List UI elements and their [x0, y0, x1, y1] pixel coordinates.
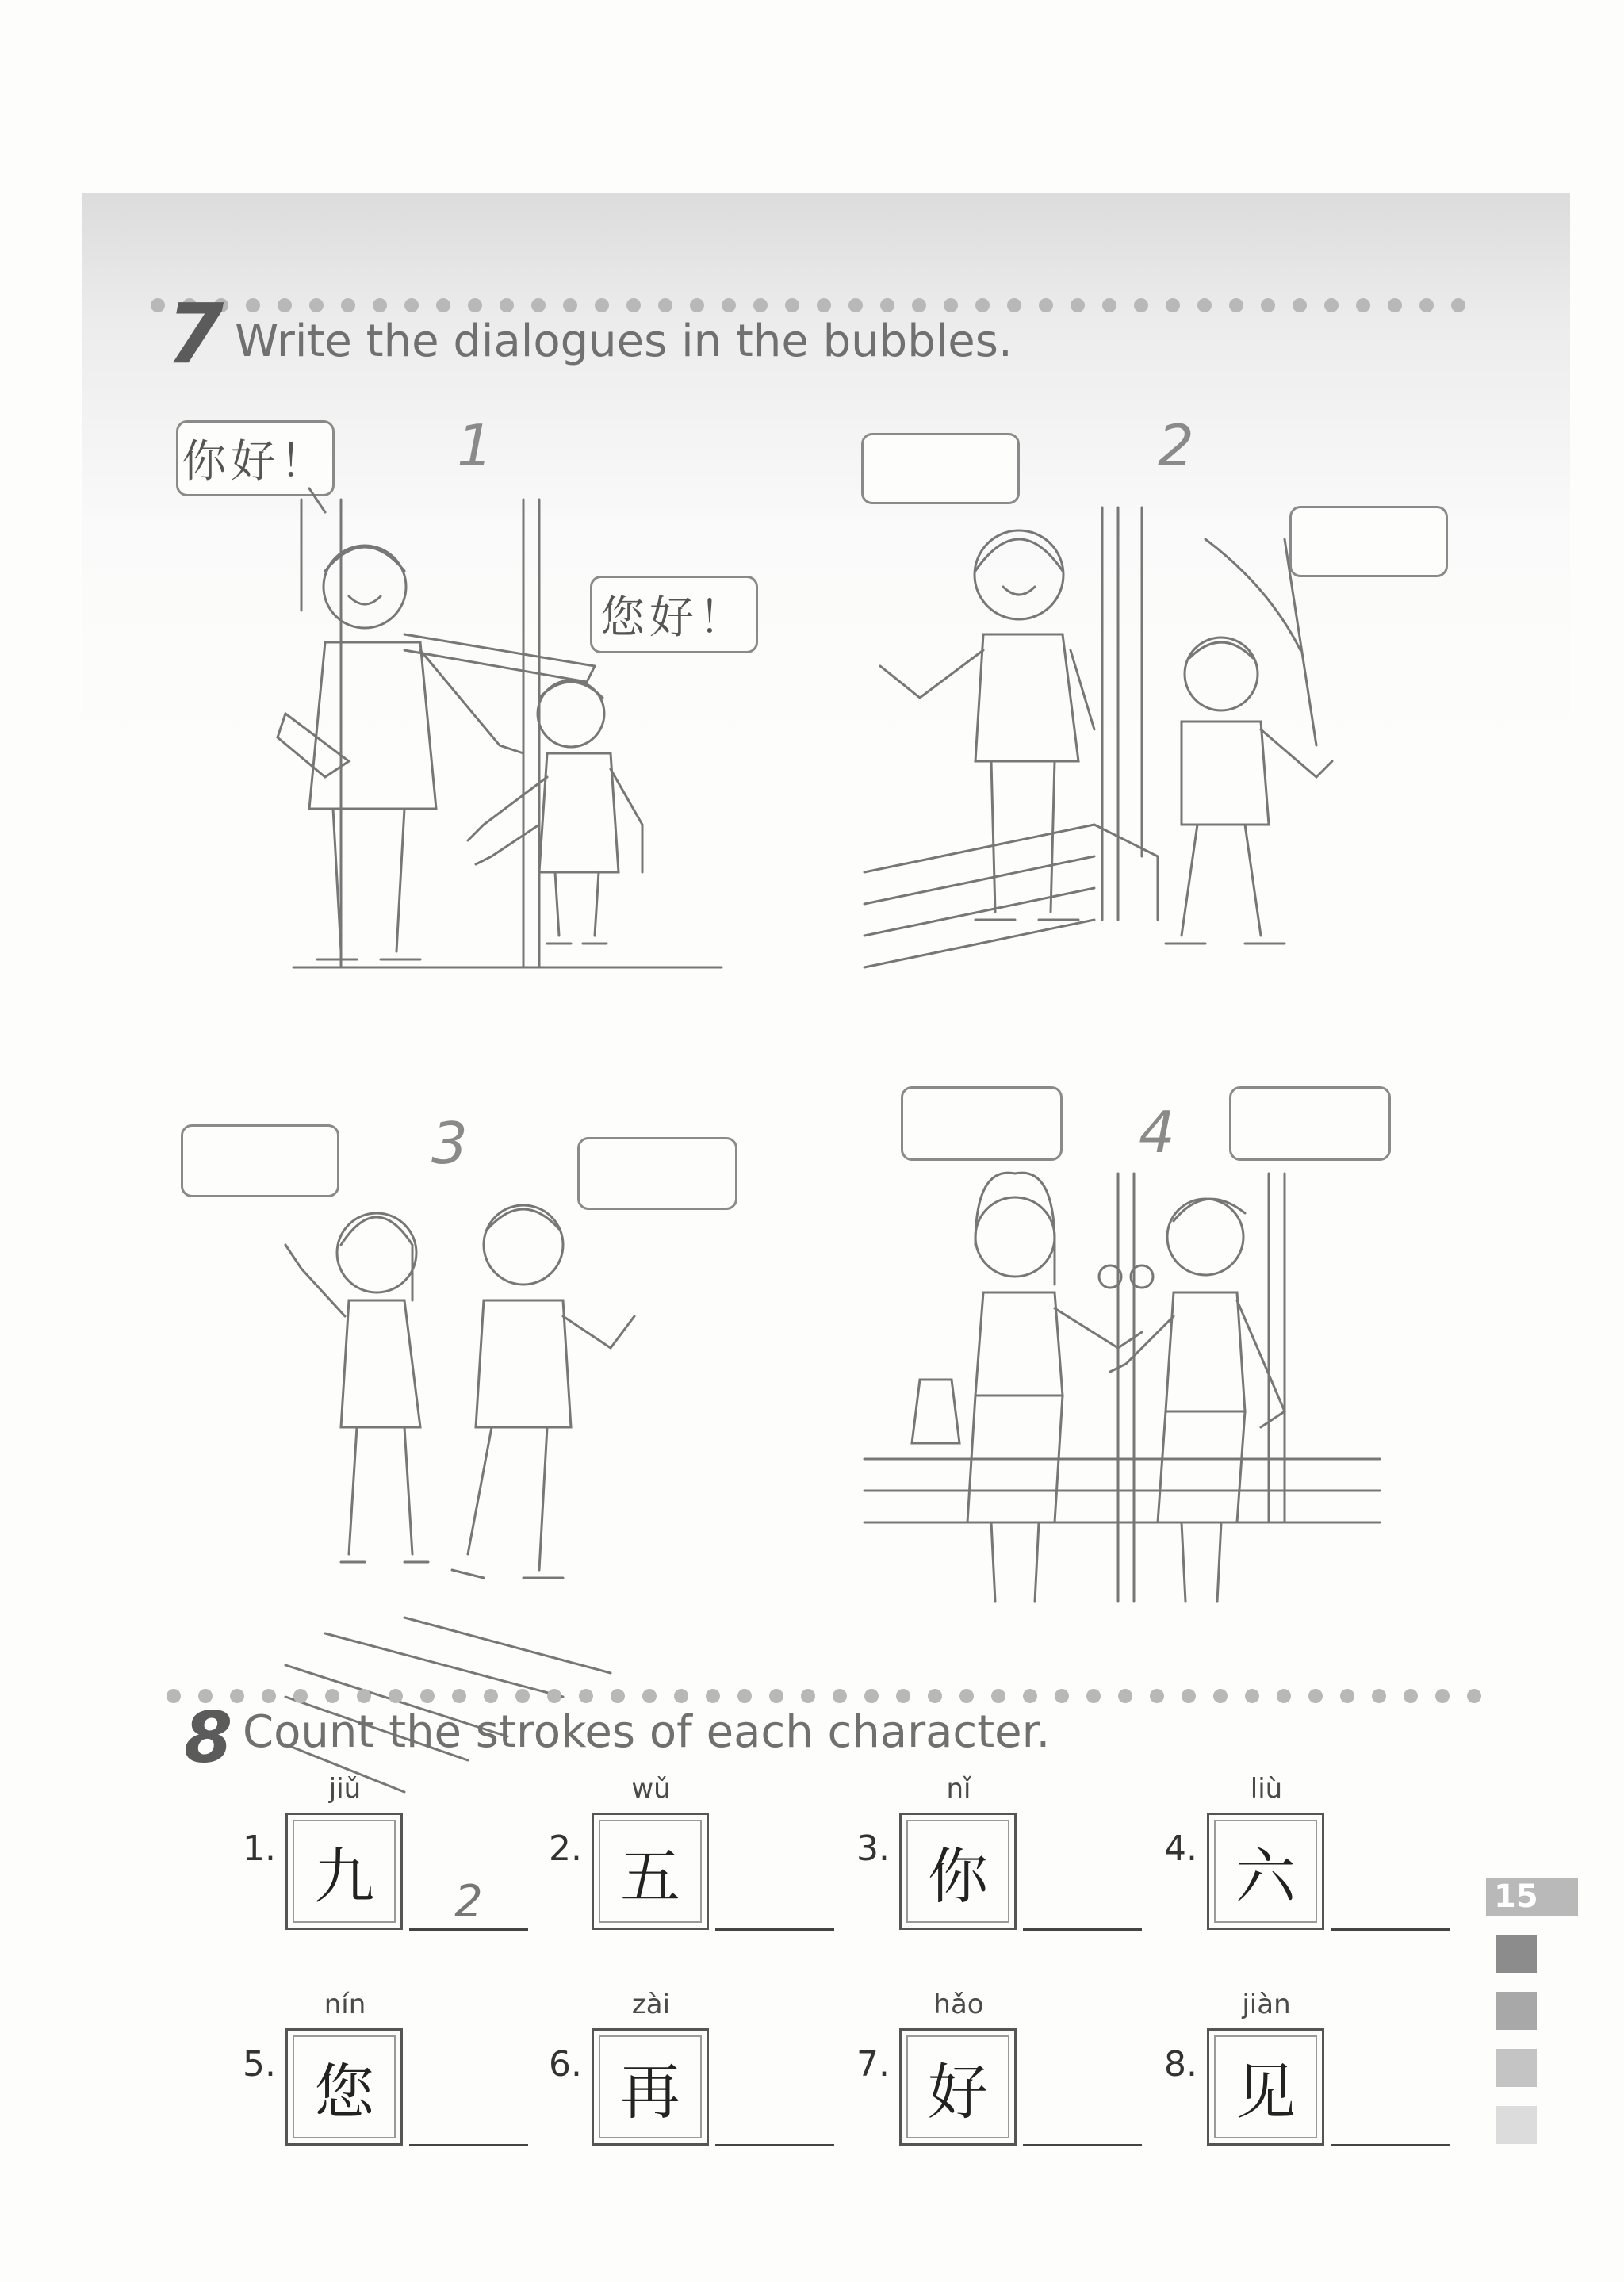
rule-dot [1261, 298, 1275, 312]
rule-dot [626, 298, 641, 312]
item-number: 3. [856, 1828, 890, 1869]
rule-dot [373, 298, 387, 312]
section7-title: Write the dialogues in the bubbles. [235, 316, 1013, 367]
panel2-number: 2 [1158, 412, 1194, 479]
section8-title: Count the strokes of each character. [243, 1706, 1051, 1758]
character: 五 [620, 1840, 680, 1912]
panel-4 [856, 1078, 1538, 1760]
rule-dot [991, 1689, 1005, 1703]
character: 你 [928, 1840, 988, 1912]
character: 六 [1235, 1840, 1296, 1912]
rule-dot [880, 298, 894, 312]
stroke-item-5 [243, 1989, 571, 2163]
panel1-number: 1 [457, 412, 493, 479]
rule-dot [1356, 298, 1370, 312]
rule-dot [1372, 1689, 1386, 1703]
rule-dot [547, 1689, 561, 1703]
item-number: 2. [549, 1828, 582, 1869]
rule-dot [785, 298, 799, 312]
stroke-item-6 [549, 1989, 877, 2163]
panel-2 [856, 412, 1538, 1094]
rule-dot [595, 298, 609, 312]
rule-dot [389, 1689, 403, 1703]
rule-dot [864, 1689, 879, 1703]
section8-number: 8 [184, 1697, 233, 1779]
panel4-illustration [856, 1078, 1538, 1760]
answer-line [1331, 1928, 1450, 1931]
rule-dot [1435, 1689, 1450, 1703]
rule-dot [436, 298, 450, 312]
rule-dot [1229, 298, 1243, 312]
rule-dot [293, 1689, 308, 1703]
rule-dot [642, 1689, 657, 1703]
rule-dot [912, 298, 926, 312]
rule-dot [1007, 298, 1021, 312]
pinyin-label: hǎo [933, 1989, 984, 2020]
rule-dot [325, 1689, 339, 1703]
rule-dot [452, 1689, 466, 1703]
item-number: 5. [243, 2044, 276, 2085]
pinyin-label: liù [1250, 1773, 1283, 1805]
stroke-answer[interactable]: 2 [454, 1876, 483, 1928]
rule-dot [420, 1689, 435, 1703]
rule-dot [1388, 298, 1402, 312]
rule-dot [817, 298, 831, 312]
rule-dot [737, 1689, 752, 1703]
answer-line [1023, 2144, 1142, 2146]
item-number: 7. [856, 2044, 890, 2085]
rule-dot [1039, 298, 1053, 312]
rule-dot [722, 298, 736, 312]
answer-line [715, 2144, 834, 2146]
rule-dot [769, 1689, 783, 1703]
rule-dot [262, 1689, 276, 1703]
panel1-bubble-right: 您好！ [590, 576, 758, 653]
rule-dot [1467, 1689, 1481, 1703]
section7-number: 7 [167, 285, 224, 382]
rule-dot [1134, 298, 1148, 312]
rule-dot [833, 1689, 847, 1703]
rule-dot [658, 298, 672, 312]
page-tab-block-2 [1496, 1992, 1537, 2030]
rule-dot [896, 1689, 910, 1703]
rule-dot [579, 1689, 593, 1703]
rule-dot [515, 1689, 530, 1703]
stroke-item-8 [1164, 1989, 1492, 2163]
item-number: 8. [1164, 2044, 1197, 2085]
rule-dot [563, 298, 577, 312]
rule-dot [404, 298, 419, 312]
rule-dot [531, 298, 546, 312]
answer-line [409, 1928, 528, 1931]
stroke-item-3 [856, 1773, 1185, 1947]
rule-dot [1055, 1689, 1069, 1703]
pinyin-label: jiàn [1242, 1989, 1291, 2020]
rule-dot [975, 298, 990, 312]
character: 再 [620, 2056, 680, 2127]
rule-dot [1197, 298, 1212, 312]
character: 好 [928, 2056, 988, 2127]
item-number: 1. [243, 1828, 276, 1869]
panel3-number: 3 [431, 1110, 468, 1177]
rule-dot [1277, 1689, 1291, 1703]
rule-dot [1182, 1689, 1196, 1703]
rule-dot [309, 298, 324, 312]
rule-dot [278, 298, 292, 312]
rule-dot [484, 1689, 498, 1703]
rule-dot [167, 1689, 181, 1703]
rule-dot [1419, 298, 1434, 312]
answer-line [1023, 1928, 1142, 1931]
item-number: 6. [549, 2044, 582, 2085]
stroke-item-7 [856, 1989, 1185, 2163]
rule-dot [801, 1689, 815, 1703]
rule-dot [468, 298, 482, 312]
rule-dot [690, 298, 704, 312]
answer-line [409, 2144, 528, 2146]
rule-dot [848, 298, 863, 312]
rule-dot [1118, 1689, 1132, 1703]
stroke-item-2 [549, 1773, 877, 1947]
pinyin-label: nín [324, 1989, 366, 2020]
pinyin-label: wǔ [631, 1773, 671, 1805]
character: 您 [314, 2056, 374, 2127]
character: 见 [1235, 2056, 1296, 2127]
page-tab-block-3 [1496, 2049, 1537, 2087]
panel1-illustration [167, 412, 848, 1094]
rule-dot [1404, 1689, 1418, 1703]
panel4-number: 4 [1139, 1099, 1175, 1166]
rule-dot [959, 1689, 974, 1703]
character: 九 [314, 1840, 374, 1912]
rule-dot [1086, 1689, 1101, 1703]
rule-dot [1324, 298, 1339, 312]
rule-dot [1451, 298, 1465, 312]
rule-dot [944, 298, 958, 312]
panel2-illustration [856, 412, 1538, 1094]
pinyin-label: jiǔ [328, 1773, 362, 1805]
rule-dot [1340, 1689, 1354, 1703]
rule-dot [341, 298, 355, 312]
rule-dot [246, 298, 260, 312]
rule-dot [674, 1689, 688, 1703]
rule-dot [611, 1689, 625, 1703]
rule-dot [1071, 298, 1085, 312]
rule-dot [1308, 1689, 1323, 1703]
rule-dot [151, 298, 165, 312]
stroke-item-4 [1164, 1773, 1492, 1947]
rule-dot [1213, 1689, 1228, 1703]
rule-dot [928, 1689, 942, 1703]
rule-dot [500, 298, 514, 312]
rule-dot [1023, 1689, 1037, 1703]
page-tab-block-4 [1496, 2106, 1537, 2144]
pinyin-label: zài [631, 1989, 671, 2020]
page-number-tab: 15 [1486, 1878, 1578, 1916]
rule-dot [753, 298, 768, 312]
rule-dot [1150, 1689, 1164, 1703]
stroke-item-1 [243, 1773, 571, 1947]
rule-dot [357, 1689, 371, 1703]
rule-dot [1293, 298, 1307, 312]
panel1-bubble-left: 你好！ [176, 420, 335, 496]
panel-1 [167, 412, 848, 1094]
pinyin-label: nǐ [946, 1773, 971, 1805]
answer-line [715, 1928, 834, 1931]
section8-dot-rule [167, 1689, 1483, 1708]
page-tab-block-1 [1496, 1935, 1537, 1973]
rule-dot [1245, 1689, 1259, 1703]
rule-dot [1102, 298, 1116, 312]
item-number: 4. [1164, 1828, 1197, 1869]
rule-dot [1166, 298, 1180, 312]
answer-line [1331, 2144, 1450, 2146]
section7-dot-rule [151, 298, 1483, 317]
rule-dot [706, 1689, 720, 1703]
